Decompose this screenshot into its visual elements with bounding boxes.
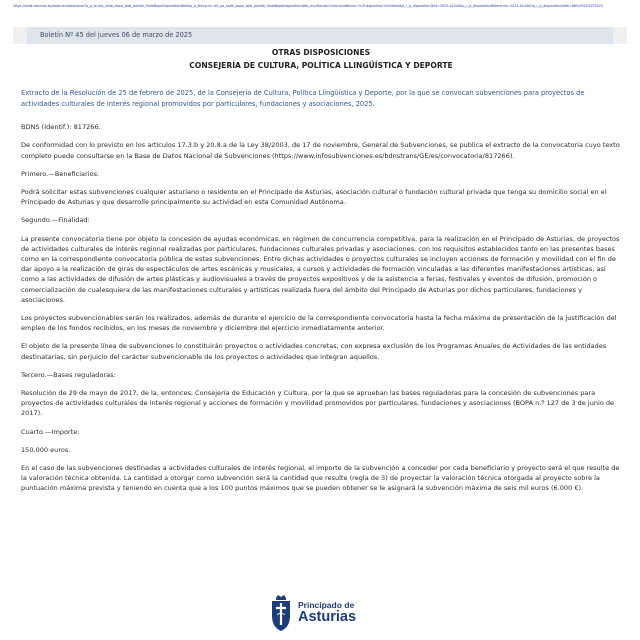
extract-summary: Extracto de la Resolución de 25 de febrero de 2025, de la Consejería de Cultura, Política Llingüística y Deporte, por la que se convocan subvenciones para proyectos de actividades culturales de interés regional promovidos por particulares, fundaciones y asociaciones, 2025. [21,89,585,109]
section-heading [21,47,621,72]
document-sheet [13,44,627,595]
document-content [21,47,621,494]
logo-line-2: Asturias [298,609,357,625]
paragraph-objeto: El objeto de la presente línea de subvenciones lo constituirán proyectos o actividades concretas, con expresa exclusión de los Programas Anuales de Actividades de las entidades destinatarias, sin perjuicio del carácter subvencionable de los proyectos o actividades que integran aquellos. [21,342,607,361]
paragraph-bdns: BDNS (Identif.): 817266. [21,123,101,132]
heading-line-1: OTRAS DISPOSICIONES [271,48,371,57]
disposition-panel [13,27,627,595]
paragraph-resolucion: Resolución de 29 de mayo de 2017, de la, entonces, Consejería de Educación y Cultura, por la que se aprueban las bases reguladoras para la concesión de subvenciones para proyectos de actividades culturales de interés regional y acciones de formación y movilidad promovidos por particulares, fundaciones y asociaciones (BOPA n.º 127 de 3 de junio de 2017). [21,389,615,418]
paragraph-proyectos: Los proyectos subvencionables serán los realizados, además de durante el ejercicio de la correspondiente convocatoria hasta la fecha máxima de presentación de la justificación del empleo de los fondos recibidos, en los meses de noviembre y diciembre del ejercicio inmediatamente anterior. [21,314,617,333]
boletin-header: Boletín Nº 45 del jueves 06 de marzo de 2025 [27,27,613,44]
paragraph-conformidad: De conformidad con lo previsto en los artículos 17.3.b y 20.8.a de la Ley 38/2003, de 17 de noviembre, General de Subvenciones, se publica el extracto de la convocatoria cuyo texto completo puede consultarse en la Base de Datos Nacional de Subvenciones (https://www.infosubvenciones.es/bdnstrans/GE/es/convocatoria/817266). [21,141,620,160]
paragraph-subvencion: En el caso de las subvenciones destinadas a actividades culturales de interés regional, el importe de la subvención a conceder por cada beneficiario y proyecto será el que resulte de la valoración técnica obtenida. La cantidad a otorgar como subvención será la cantidad que resulte (regla de 3) de proyectar la valoración técnica otorgada al proyecto sobre la puntuación máxima prevista y teniendo en cuenta que a los 100 puntos máximos que se pueden obtener se le asignará la subvención máxima de seis mil euros (6.000 €). [21,464,620,493]
page-url[interactable]: https://sede.asturias.es/bopa-disposiciones?p_p_id=pa_sede_bopa_web_portlet_SedeBopaDispositionWeb&p_p_lifecycle=0&_pa_sede_bopa_web_portlet_SedeBopaDispositionWeb_mvcRenderCommandName=%2Fdisposition%2Fdetail&p_r_p_dispositionText=2025-01440&p_r_p_dispositionReference=2025-01440&p_r_p_dispositionDate=06%2F03%2F2025 [13,4,603,8]
heading-importe: Cuarto.—Importe: [21,427,80,436]
paragraph-amount: 150.000 euros. [21,445,71,454]
principado-asturias-logo [268,594,378,632]
heading-line-2: CONSEJERÍA DE CULTURA, POLÍTICA LLINGÜÍSTICA Y DEPORTE [189,60,453,70]
asturias-coat-of-arms-icon [268,594,294,632]
heading-bases: Tercero.—Bases reguladoras: [21,370,116,379]
logo-text [298,600,356,625]
paragraph-beneficiarios: Podrá solicitar estas subvenciones cualquier asturiano o residente en el Principado de Asturias, asociación cultural o fundación cultural privada que tenga su domicilio social en el Principado de Asturias y que desarrolle principalmente su actividad en esta Comunidad Autónoma. [21,188,607,207]
logo-line-1: Principado de [298,600,355,610]
heading-beneficiarios: Primero.—Beneficiarios: [21,169,100,178]
heading-finalidad: Segundo.—Finalidad: [21,216,90,225]
paragraph-finalidad: La presente convocatoria tiene por objeto la concesión de ayudas económicas, en régimen de concurrencia competitiva, para la realización en el Principado de Asturias, de proyectos de actividades culturales de interés regional realizadas por particulares, fundaciones culturales privadas y asociaciones, con los requisitos establecidos tanto en las presentes bases como en la correspondiente convocatoria pública de estas subvenciones. Entre dichas actividades o proyectos culturales se incluyen acciones de formación y movilidad con el fin de dar apoyo a la realización de giras de espectáculos de artes escénicas y musicales, a cursos y actividades de formación vinculadas a las diferentes manifestaciones artísticas, así como a las actividades de difusión de artes plásticas y audiovisuales a través de proyectos expositivos y de la asistencia a ferias, festivales y eventos de difusión, promoción o comercialización de cualesquiera de las manifestaciones culturales y artísticas realizada fuera del ámbito del Principado de Asturias por dichos particulares, fundaciones y asociaciones. [21,234,620,304]
